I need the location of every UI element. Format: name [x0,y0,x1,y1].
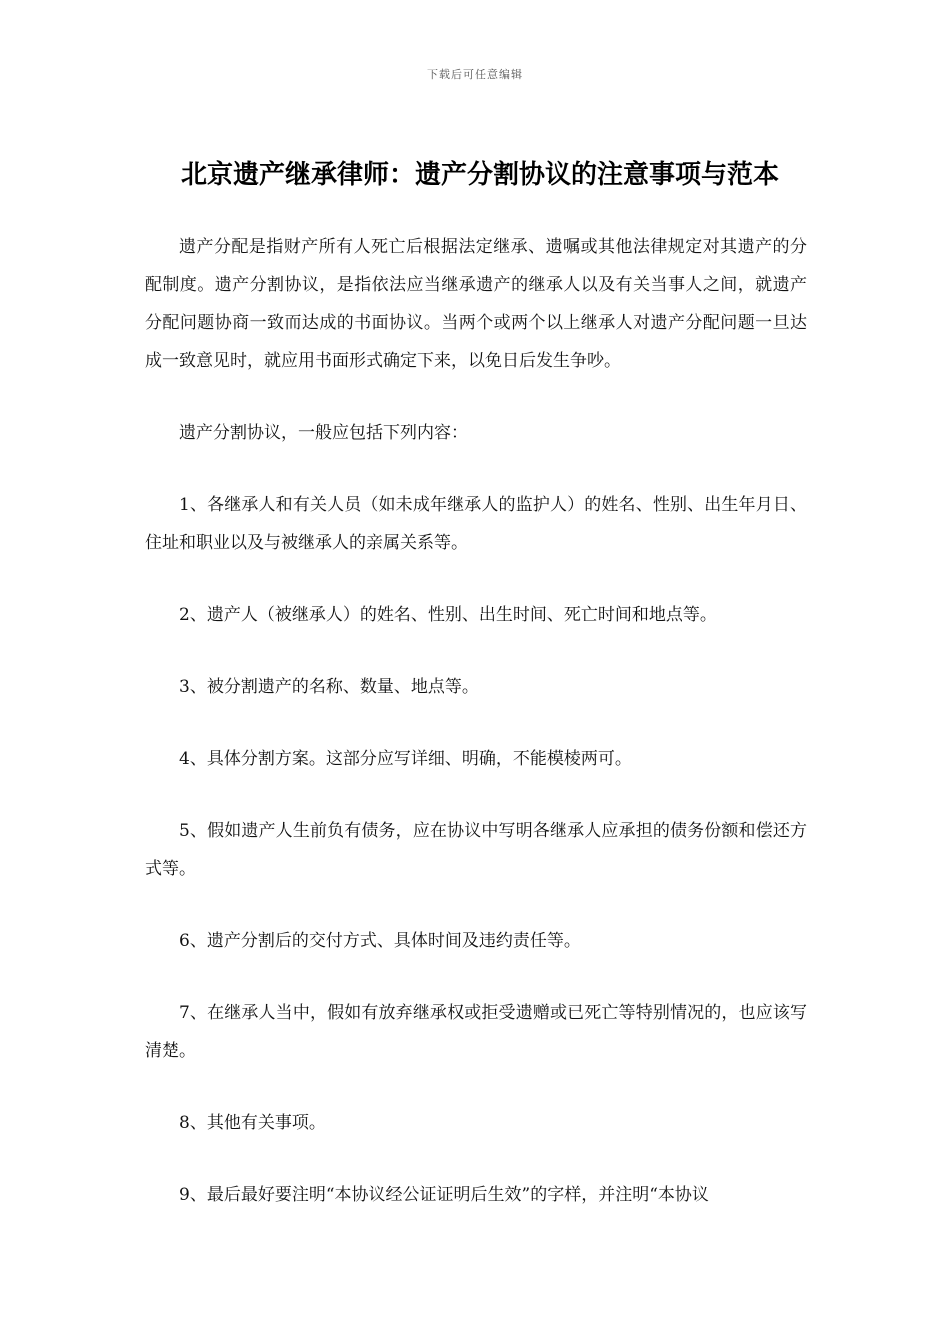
list-item-4: 4、具体分割方案。这部分应写详细、明确，不能模棱两可。 [179,749,632,769]
list-item-5: 5、假如遗产人生前负有债务，应在协议中写明各继承人应承担的债务份额和偿还方式等。 [145,821,807,879]
document-body [145,228,807,1248]
contents-lead-paragraph: 遗产分割协议，一般应包括下列内容： [179,423,468,443]
list-item-8: 8、其他有关事项。 [179,1113,326,1133]
list-item-9: 9、最后最好要注明“本协议经公证证明后生效”的字样，并注明“本协议 [179,1185,709,1205]
list-item-2: 2、遗产人（被继承人）的姓名、性别、出生时间、死亡时间和地点等。 [179,605,717,625]
list-item-3: 3、被分割遗产的名称、数量、地点等。 [179,677,479,697]
intro-paragraph: 遗产分配是指财产所有人死亡后根据法定继承、遗嘱或其他法律规定对其遗产的分配制度。遗产分割协议，是指依法应当继承遗产的继承人以及有关当事人之间，就遗产分配问题协商一致而达成的书面协议。当两个或两个以上继承人对遗产分配问题一旦达成一致意见时，就应用书面形式确定下来，以免日后发生争吵。 [145,237,807,371]
document-title: 北京遗产继承律师：遗产分割协议的注意事项与范本 [180,160,779,190]
header-note: 下载后可任意编辑 [427,68,523,81]
list-item-7: 7、在继承人当中，假如有放弃继承权或拒受遗赠或已死亡等特别情况的，也应该写清楚。 [145,1003,807,1061]
list-item-1: 1、各继承人和有关人员（如未成年继承人的监护人）的姓名、性别、出生年月日、住址和职业以及与被继承人的亲属关系等。 [145,495,807,553]
list-item-6: 6、遗产分割后的交付方式、具体时间及违约责任等。 [179,931,581,951]
